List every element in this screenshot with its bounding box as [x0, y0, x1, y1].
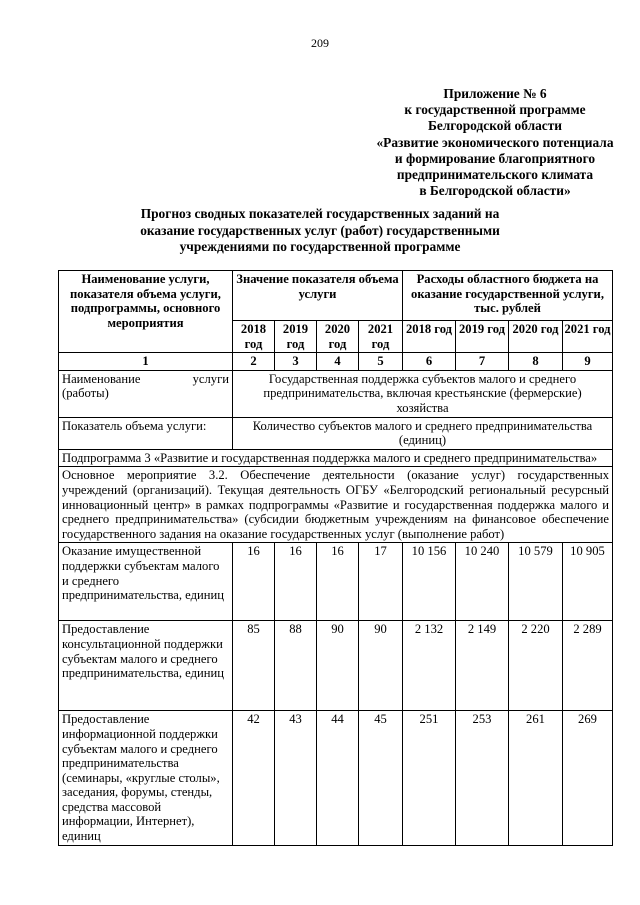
budget-value: 10 579	[509, 543, 563, 621]
volume-value: 85	[233, 621, 275, 711]
column-number: 6	[403, 353, 456, 371]
header-year: 2020 год	[509, 321, 563, 353]
appendix-line: Белгородской области	[427, 118, 563, 134]
column-number: 1	[59, 353, 233, 371]
volume-value: 90	[317, 621, 359, 711]
header-budget-group: Расходы областного бюджета на оказание государственной услуги, тыс. рублей	[403, 271, 613, 321]
header-year: 2021 год	[563, 321, 613, 353]
document-title	[120, 206, 520, 256]
volume-value: 88	[275, 621, 317, 711]
appendix-line: предпринимательского климата	[396, 167, 594, 183]
budget-value: 261	[509, 711, 563, 845]
service-name-row	[59, 370, 613, 417]
column-number: 9	[563, 353, 613, 371]
table-row	[59, 621, 613, 711]
service-indicator-name: Оказание имущественной поддержки субъектам малого и среднего предпринимательства, единиц	[59, 543, 233, 621]
column-number: 2	[233, 353, 275, 371]
budget-value: 2 220	[509, 621, 563, 711]
volume-indicator-row	[59, 417, 613, 449]
volume-value: 16	[317, 543, 359, 621]
header-year: 2019 год	[456, 321, 509, 353]
budget-value: 10 156	[403, 543, 456, 621]
service-name-value: Государственная поддержка субъектов малого и среднего предпринимательства, включая крестьянские (фермерские) хозяйства	[233, 370, 613, 417]
budget-value: 2 289	[563, 621, 613, 711]
column-number: 5	[359, 353, 403, 371]
header-year: 2020 год	[317, 321, 359, 353]
volume-value: 16	[275, 543, 317, 621]
volume-value: 44	[317, 711, 359, 845]
volume-indicator-label: Показатель объема услуги:	[59, 417, 233, 449]
header-year: 2018 год	[233, 321, 275, 353]
column-number: 3	[275, 353, 317, 371]
budget-value: 2 149	[456, 621, 509, 711]
subprogram-row	[59, 449, 613, 467]
service-indicator-name: Предоставление консультационной поддержки субъектам малого и среднего предпринимательства, единиц	[59, 621, 233, 711]
appendix-line: в Белгородской области»	[419, 183, 571, 199]
appendix-line: «Развитие экономического потенциала	[376, 134, 614, 150]
header-year: 2019 год	[275, 321, 317, 353]
volume-value: 43	[275, 711, 317, 845]
header-year: 2018 год	[403, 321, 456, 353]
volume-value: 45	[359, 711, 403, 845]
header-name-column: Наименование услуги, показателя объема услуги, подпрограммы, основного мероприятия	[59, 271, 233, 353]
budget-value: 253	[456, 711, 509, 845]
volume-value: 17	[359, 543, 403, 621]
title-line: Прогноз сводных показателей государственных заданий на	[140, 206, 500, 221]
budget-value: 269	[563, 711, 613, 845]
appendix-line: и формирование благоприятного	[394, 150, 596, 166]
column-number: 8	[509, 353, 563, 371]
appendix-header	[370, 86, 620, 199]
forecast-table	[58, 270, 613, 846]
budget-value: 10 240	[456, 543, 509, 621]
column-number: 4	[317, 353, 359, 371]
appendix-line: к государственной программе	[404, 102, 586, 118]
appendix-line: Приложение № 6	[443, 86, 547, 101]
header-volume-group: Значение показателя объема услуги	[233, 271, 403, 321]
title-line: оказание государственных услуг (работ) государственными	[140, 222, 500, 238]
service-indicator-name: Предоставление информационной поддержки субъектам малого и среднего предпринимательства (семинары, «круглые столы», заседания, форумы, стенды, средства массовой информации, Интернет), единиц	[59, 711, 233, 845]
title-line: учреждениями по государственной программе	[179, 239, 461, 254]
volume-indicator-value: Количество субъектов малого и среднего предпринимательства (единиц)	[233, 417, 613, 449]
main-activity-row	[59, 467, 613, 543]
volume-value: 16	[233, 543, 275, 621]
volume-value: 90	[359, 621, 403, 711]
header-year: 2021 год	[359, 321, 403, 353]
budget-value: 2 132	[403, 621, 456, 711]
column-number-row	[59, 353, 613, 371]
table-row	[59, 711, 613, 845]
budget-value: 251	[403, 711, 456, 845]
main-activity-text: Основное мероприятие 3.2. Обеспечение деятельности (оказание услуг) государственных учреждений (организаций). Текущая деятельность ОГБУ «Белгородский региональный ресурсный инновационный центр» в рамках подпрограммы «Развитие и государственная поддержка малого и среднего предпринимательства» (субсидии бюджетным учреждениям на финансовое обеспечение государственного задания на оказание государственных услуг (выполнение работ)	[59, 467, 613, 543]
column-number: 7	[456, 353, 509, 371]
subprogram-text: Подпрограмма 3 «Развитие и государственная поддержка малого и среднего предпринимательства»	[59, 449, 613, 467]
budget-value: 10 905	[563, 543, 613, 621]
page-number: 209	[311, 36, 329, 50]
service-name-label: Наименование услуги (работы)	[59, 370, 233, 417]
table-row	[59, 543, 613, 621]
volume-value: 42	[233, 711, 275, 845]
